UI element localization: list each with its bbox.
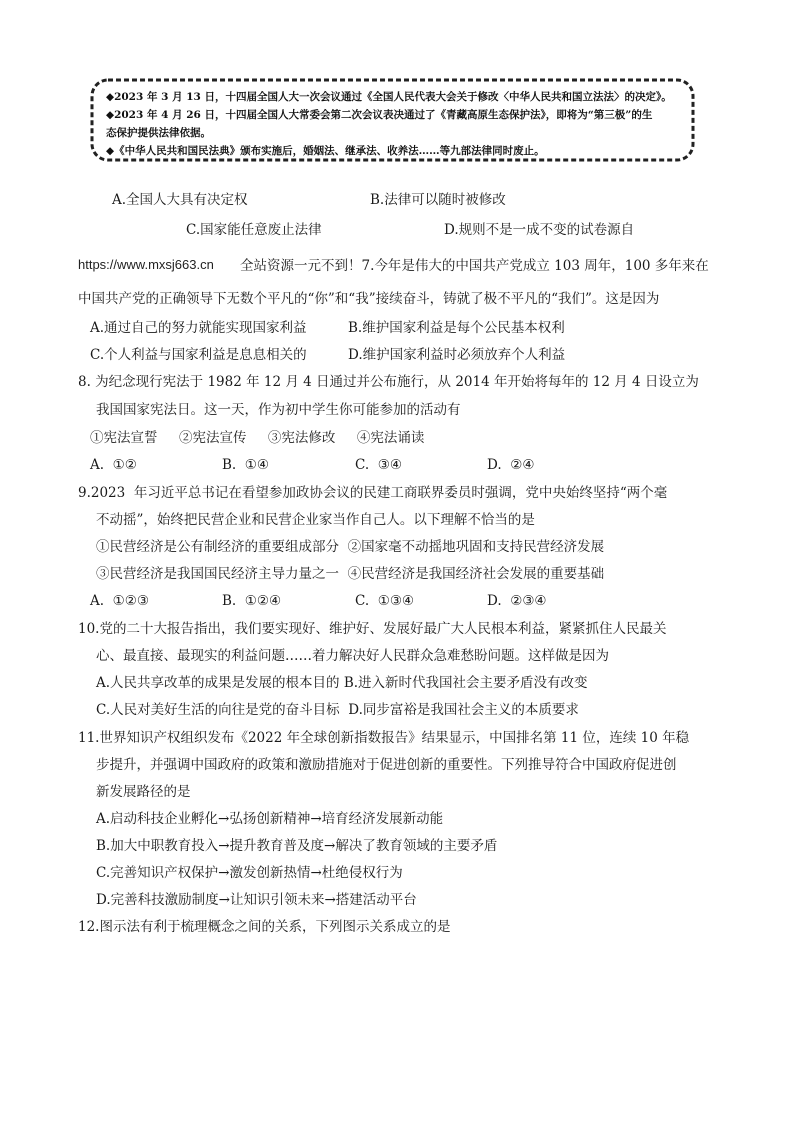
q7-line-2: 中国共产党的正确领导下无数个平凡的“你”和“我”接续奋斗，铸就了极不平凡的“我们”。这是因为 [78, 291, 660, 307]
q6-option-d: D.规则不是一成不变的试卷源自 [444, 222, 635, 238]
material-line-2: ◆2023 年 4 月 26 日，十四届全国人大常委会第二次会议表决通过了《青藏高原生态保护法》，即将为“第三极”的生 [106, 109, 653, 121]
q8-items: ①宪法宣誓 ②宪法宣传 ③宪法修改 ④宪法诵读 [90, 430, 425, 446]
q6-option-c: C.国家能任意废止法律 [186, 222, 322, 238]
q7-option-a: A.通过自己的努力就能实现国家利益 [90, 320, 307, 336]
q8-option-c: C. ③④ [355, 457, 402, 473]
q8-option-a: A. ①② [90, 457, 137, 473]
q9-option-c: C. ①③④ [355, 593, 415, 609]
q7-option-c: C.个人利益与国家利益是息息相关的 [90, 347, 307, 363]
q8-option-b: B. ①④ [222, 457, 269, 473]
q7-line-1: 全站资源一元不到！7.今年是伟大的中国共产党成立 103 周年，100 多年来在 [240, 258, 709, 274]
material-line-3: 态保护提供法律依据。 [106, 127, 211, 139]
q11-option-a: A.启动科技企业孵化→弘扬创新精神→培育经济发展新动能 [96, 811, 444, 827]
material-line-4: ◆《中华人民共和国民法典》颁布实施后，婚姻法、继承法、收养法……等九部法律同时废止。 [106, 145, 545, 157]
material-box [90, 78, 695, 162]
q9-line-1: 9.2023 年习近平总书记在看望参加政协会议的民建工商联界委员时强调，党中央始终坚持“两个毫 [78, 485, 668, 501]
q6-option-b: B.法律可以随时被修改 [370, 192, 506, 208]
q11-option-b: B.加大中职教育投入→提升教育普及度→解决了教育领域的主要矛盾 [96, 838, 498, 854]
q10-options-ab: A.人民共享改革的成果是发展的根本目的 B.进入新时代我国社会主要矛盾没有改变 [96, 675, 588, 691]
q11-line-1: 11.世界知识产权组织发布《2022 年全球创新指数报告》结果显示，中国排名第 11 位，连续 10 年稳 [78, 730, 690, 746]
q10-line-2: 心、最直接、最现实的利益问题……着力解决好人民群众急难愁盼问题。这样做是因为 [96, 648, 609, 664]
q12-line-1: 12.图示法有利于梳理概念之间的关系，下列图示关系成立的是 [78, 919, 451, 935]
q9-option-b: B. ①②④ [222, 593, 282, 609]
material-line-1: ◆2023 年 3 月 13 日，十四届全国人大一次会议通过《全国人民代表大会关于修改〈中华人民共和国立法法〉的决定》。 [106, 91, 672, 103]
q11-line-3: 新发展路径的是 [96, 784, 191, 800]
q7-option-d: D.维护国家利益时必须放弃个人利益 [348, 347, 566, 363]
q9-items-3-4: ③民营经济是我国国民经济主导力量之一 ④民营经济是我国经济社会发展的重要基础 [96, 566, 605, 582]
q10-line-1: 10.党的二十大报告指出，我们要实现好、维护好、发展好最广大人民根本利益，紧紧抓住人民最关 [78, 621, 667, 637]
watermark-url[interactable]: https://www.mxsj663.cn [78, 257, 214, 272]
q7-option-b: B.维护国家利益是每个公民基本权利 [348, 320, 565, 336]
q9-option-a: A. ①②③ [90, 593, 149, 609]
q11-line-2: 步提升，并强调中国政府的政策和激励措施对于促进创新的重要性。下列推导符合中国政府促进创 [96, 757, 677, 773]
q9-items-1-2: ①民营经济是公有制经济的重要组成部分 ②国家毫不动摇地巩固和支持民营经济发展 [96, 539, 605, 555]
q11-option-d: D.完善科技激励制度→让知识引领未来→搭建活动平台 [96, 892, 417, 908]
q9-option-d: D. ②③④ [487, 593, 547, 609]
q8-line-2: 我国国家宪法日。这一天，作为初中学生你可能参加的活动有 [96, 402, 461, 418]
q6-option-a: A.全国人大具有决定权 [112, 192, 248, 208]
q8-line-1: 8. 为纪念现行宪法于 1982 年 12 月 4 日通过并公布施行，从 2014 年开始将每年的 12 月 4 日设立为 [78, 374, 699, 390]
q11-option-c: C.完善知识产权保护→激发创新热情→杜绝侵权行为 [96, 865, 403, 881]
q8-option-d: D. ②④ [487, 457, 535, 473]
q9-line-2: 不动摇”，始终把民营企业和民营企业家当作自己人。以下理解不恰当的是 [96, 512, 535, 528]
q10-options-cd: C.人民对美好生活的向往是党的奋斗目标 D.同步富裕是我国社会主义的本质要求 [96, 702, 579, 718]
